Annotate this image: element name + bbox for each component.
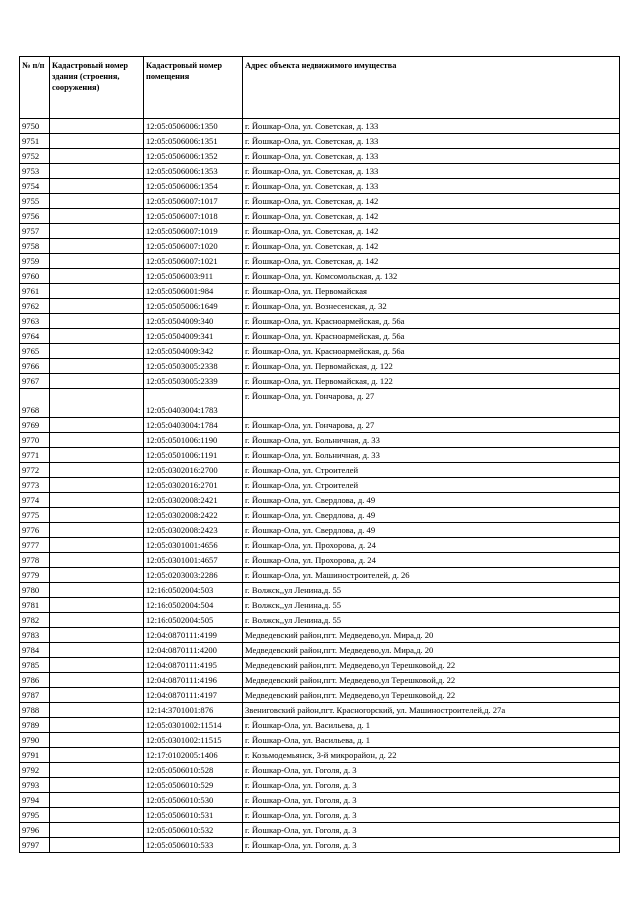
- building-cadastral-cell: [50, 418, 144, 433]
- building-cadastral-cell: [50, 658, 144, 673]
- address-cell: г. Йошкар-Ола, ул. Васильева, д. 1: [243, 718, 620, 733]
- num-cell: 9795: [20, 808, 50, 823]
- table-row: [20, 658, 620, 673]
- room-cadastral-cell: 12:05:0506007:1019: [144, 224, 243, 239]
- room-cadastral-cell: 12:05:0505006:1649: [144, 299, 243, 314]
- building-cadastral-cell: [50, 763, 144, 778]
- num-cell: 9768: [20, 389, 50, 418]
- address-cell: г. Йошкар-Ола, ул. Гоголя, д. 3: [243, 838, 620, 853]
- table-row: [20, 583, 620, 598]
- num-cell: 9772: [20, 463, 50, 478]
- address-cell: г. Йошкар-Ола, ул. Первомайская, д. 122: [243, 359, 620, 374]
- table-row: [20, 149, 620, 164]
- building-cadastral-cell: [50, 523, 144, 538]
- room-cadastral-cell: 12:16:0502004:504: [144, 598, 243, 613]
- room-cadastral-cell: 12:05:0506010:532: [144, 823, 243, 838]
- building-cadastral-cell: [50, 778, 144, 793]
- table-row: [20, 508, 620, 523]
- table-row: [20, 628, 620, 643]
- address-cell: г. Козьмодемьянск, 3-й микрорайон, д. 22: [243, 748, 620, 763]
- table-row: [20, 733, 620, 748]
- address-cell: г. Йошкар-Ола, ул. Советская, д. 133: [243, 179, 620, 194]
- table-row: [20, 164, 620, 179]
- room-cadastral-cell: 12:05:0504009:342: [144, 344, 243, 359]
- room-cadastral-cell: 12:05:0506006:1353: [144, 164, 243, 179]
- room-cadastral-cell: 12:05:0506006:1350: [144, 119, 243, 134]
- num-cell: 9775: [20, 508, 50, 523]
- building-cadastral-cell: [50, 598, 144, 613]
- table-row: [20, 748, 620, 763]
- room-cadastral-cell: 12:04:0870111:4197: [144, 688, 243, 703]
- address-cell: г. Йошкар-Ола, ул. Красноармейская, д. 56а: [243, 314, 620, 329]
- address-cell: г. Йошкар-Ола, ул. Прохорова, д. 24: [243, 553, 620, 568]
- building-cadastral-cell: [50, 329, 144, 344]
- building-cadastral-cell: [50, 643, 144, 658]
- table-row: [20, 389, 620, 418]
- room-cadastral-cell: 12:05:0506003:911: [144, 269, 243, 284]
- num-cell: 9780: [20, 583, 50, 598]
- num-cell: 9777: [20, 538, 50, 553]
- header-address: Адрес объекта недвижимого имущества: [243, 57, 620, 119]
- building-cadastral-cell: [50, 119, 144, 134]
- address-cell: г. Йошкар-Ола, ул. Строителей: [243, 478, 620, 493]
- address-cell: г. Йошкар-Ола, ул. Машиностроителей, д. 26: [243, 568, 620, 583]
- room-cadastral-cell: 12:05:0403004:1783: [144, 389, 243, 418]
- num-cell: 9788: [20, 703, 50, 718]
- room-cadastral-cell: 12:05:0506006:1352: [144, 149, 243, 164]
- address-cell: г. Йошкар-Ола, ул. Васильева, д. 1: [243, 733, 620, 748]
- address-cell: Звениговский район,пгт. Красногорский, ул. Машиностроителей,д. 27а: [243, 703, 620, 718]
- table-row: [20, 523, 620, 538]
- building-cadastral-cell: [50, 269, 144, 284]
- num-cell: 9760: [20, 269, 50, 284]
- room-cadastral-cell: 12:05:0302008:2421: [144, 493, 243, 508]
- room-cadastral-cell: 12:05:0203003:2286: [144, 568, 243, 583]
- num-cell: 9792: [20, 763, 50, 778]
- table-row: [20, 269, 620, 284]
- building-cadastral-cell: [50, 838, 144, 853]
- address-cell: г. Йошкар-Ола, ул. Вознесенская, д. 32: [243, 299, 620, 314]
- address-cell: г. Йошкар-Ола, ул. Гоголя, д. 3: [243, 763, 620, 778]
- table-row: [20, 254, 620, 269]
- table-row: [20, 179, 620, 194]
- num-cell: 9787: [20, 688, 50, 703]
- room-cadastral-cell: 12:05:0301001:4656: [144, 538, 243, 553]
- building-cadastral-cell: [50, 628, 144, 643]
- num-cell: 9773: [20, 478, 50, 493]
- building-cadastral-cell: [50, 673, 144, 688]
- address-cell: г. Йошкар-Ола, ул. Советская, д. 133: [243, 164, 620, 179]
- address-cell: г. Йошкар-Ола, ул. Советская, д. 133: [243, 119, 620, 134]
- header-num: № п/п: [20, 57, 50, 119]
- room-cadastral-cell: 12:05:0504009:341: [144, 329, 243, 344]
- table-row: [20, 688, 620, 703]
- num-cell: 9781: [20, 598, 50, 613]
- address-cell: г. Волжск,,ул Ленина,д. 55: [243, 598, 620, 613]
- address-cell: г. Йошкар-Ола, ул. Свердлова, д. 49: [243, 523, 620, 538]
- room-cadastral-cell: 12:05:0301001:4657: [144, 553, 243, 568]
- num-cell: 9793: [20, 778, 50, 793]
- building-cadastral-cell: [50, 179, 144, 194]
- num-cell: 9766: [20, 359, 50, 374]
- building-cadastral-cell: [50, 538, 144, 553]
- room-cadastral-cell: 12:05:0506010:528: [144, 763, 243, 778]
- address-cell: г. Йошкар-Ола, ул. Свердлова, д. 49: [243, 493, 620, 508]
- num-cell: 9759: [20, 254, 50, 269]
- num-cell: 9764: [20, 329, 50, 344]
- address-cell: г. Йошкар-Ола, ул. Красноармейская, д. 56а: [243, 329, 620, 344]
- building-cadastral-cell: [50, 299, 144, 314]
- building-cadastral-cell: [50, 209, 144, 224]
- room-cadastral-cell: 12:14:3701001:876: [144, 703, 243, 718]
- room-cadastral-cell: 12:05:0503005:2339: [144, 374, 243, 389]
- building-cadastral-cell: [50, 284, 144, 299]
- table-row: [20, 763, 620, 778]
- room-cadastral-cell: 12:17:0102005:1406: [144, 748, 243, 763]
- table-row: [20, 374, 620, 389]
- address-cell: Медведевский район,пгт. Медведево,ул Терешковой,д. 22: [243, 673, 620, 688]
- num-cell: 9762: [20, 299, 50, 314]
- building-cadastral-cell: [50, 134, 144, 149]
- table-row: [20, 209, 620, 224]
- num-cell: 9779: [20, 568, 50, 583]
- building-cadastral-cell: [50, 374, 144, 389]
- num-cell: 9797: [20, 838, 50, 853]
- room-cadastral-cell: 12:05:0302016:2701: [144, 478, 243, 493]
- address-cell: г. Йошкар-Ола, ул. Больничная, д. 33: [243, 448, 620, 463]
- room-cadastral-cell: 12:04:0870111:4196: [144, 673, 243, 688]
- table-row: [20, 314, 620, 329]
- table-row: [20, 463, 620, 478]
- num-cell: 9765: [20, 344, 50, 359]
- table-row: [20, 643, 620, 658]
- table-row: [20, 568, 620, 583]
- num-cell: 9794: [20, 793, 50, 808]
- building-cadastral-cell: [50, 748, 144, 763]
- table-row: [20, 478, 620, 493]
- table-row: [20, 838, 620, 853]
- address-cell: г. Йошкар-Ола, ул. Первомайская: [243, 284, 620, 299]
- table-row: [20, 359, 620, 374]
- num-cell: 9763: [20, 314, 50, 329]
- room-cadastral-cell: 12:04:0870111:4200: [144, 643, 243, 658]
- table-row: [20, 284, 620, 299]
- num-cell: 9771: [20, 448, 50, 463]
- num-cell: 9778: [20, 553, 50, 568]
- num-cell: 9782: [20, 613, 50, 628]
- building-cadastral-cell: [50, 703, 144, 718]
- address-cell: г. Йошкар-Ола, ул. Гоголя, д. 3: [243, 823, 620, 838]
- address-cell: г. Йошкар-Ола, ул. Гоголя, д. 3: [243, 778, 620, 793]
- header-building-cadastral: Кадастровый номер здания (строения, сооружения): [50, 57, 144, 119]
- address-cell: г. Волжск,,ул Ленина,д. 55: [243, 613, 620, 628]
- num-cell: 9770: [20, 433, 50, 448]
- num-cell: 9791: [20, 748, 50, 763]
- room-cadastral-cell: 12:05:0503005:2338: [144, 359, 243, 374]
- table-row: [20, 598, 620, 613]
- building-cadastral-cell: [50, 718, 144, 733]
- building-cadastral-cell: [50, 359, 144, 374]
- num-cell: 9769: [20, 418, 50, 433]
- room-cadastral-cell: 12:05:0501006:1191: [144, 448, 243, 463]
- building-cadastral-cell: [50, 149, 144, 164]
- header-room-cadastral: Кадастровый номер помещения: [144, 57, 243, 119]
- room-cadastral-cell: 12:05:0506001:984: [144, 284, 243, 299]
- address-cell: г. Йошкар-Ола, ул. Первомайская, д. 122: [243, 374, 620, 389]
- building-cadastral-cell: [50, 164, 144, 179]
- num-cell: 9796: [20, 823, 50, 838]
- room-cadastral-cell: 12:05:0403004:1784: [144, 418, 243, 433]
- table-row: [20, 673, 620, 688]
- address-cell: г. Йошкар-Ола, ул. Гоголя, д. 3: [243, 808, 620, 823]
- num-cell: 9751: [20, 134, 50, 149]
- room-cadastral-cell: 12:05:0506007:1018: [144, 209, 243, 224]
- num-cell: 9786: [20, 673, 50, 688]
- address-cell: г. Йошкар-Ола, ул. Гоголя, д. 3: [243, 793, 620, 808]
- table-row: [20, 239, 620, 254]
- num-cell: 9754: [20, 179, 50, 194]
- table-row: [20, 344, 620, 359]
- room-cadastral-cell: 12:05:0302008:2423: [144, 523, 243, 538]
- building-cadastral-cell: [50, 194, 144, 209]
- num-cell: 9753: [20, 164, 50, 179]
- table-row: [20, 134, 620, 149]
- room-cadastral-cell: 12:16:0502004:505: [144, 613, 243, 628]
- building-cadastral-cell: [50, 793, 144, 808]
- building-cadastral-cell: [50, 553, 144, 568]
- building-cadastral-cell: [50, 463, 144, 478]
- address-cell: г. Йошкар-Ола, ул. Советская, д. 142: [243, 209, 620, 224]
- num-cell: 9755: [20, 194, 50, 209]
- room-cadastral-cell: 12:04:0870111:4199: [144, 628, 243, 643]
- building-cadastral-cell: [50, 314, 144, 329]
- room-cadastral-cell: 12:16:0502004:503: [144, 583, 243, 598]
- table-row: [20, 224, 620, 239]
- room-cadastral-cell: 12:05:0506010:533: [144, 838, 243, 853]
- room-cadastral-cell: 12:05:0506010:530: [144, 793, 243, 808]
- property-register-table: [19, 56, 620, 853]
- table-row: [20, 613, 620, 628]
- num-cell: 9783: [20, 628, 50, 643]
- table-row: [20, 778, 620, 793]
- table-row: [20, 703, 620, 718]
- room-cadastral-cell: 12:05:0506007:1021: [144, 254, 243, 269]
- building-cadastral-cell: [50, 239, 144, 254]
- header-row: [20, 57, 620, 119]
- building-cadastral-cell: [50, 478, 144, 493]
- table-row: [20, 553, 620, 568]
- room-cadastral-cell: 12:04:0870111:4195: [144, 658, 243, 673]
- address-cell: г. Йошкар-Ола, ул. Гончарова, д. 27: [243, 389, 620, 418]
- room-cadastral-cell: 12:05:0302016:2700: [144, 463, 243, 478]
- building-cadastral-cell: [50, 433, 144, 448]
- num-cell: 9785: [20, 658, 50, 673]
- building-cadastral-cell: [50, 224, 144, 239]
- num-cell: 9761: [20, 284, 50, 299]
- address-cell: г. Йошкар-Ола, ул. Советская, д. 142: [243, 239, 620, 254]
- table-body: [20, 119, 620, 853]
- num-cell: 9774: [20, 493, 50, 508]
- address-cell: Медведевский район,пгт. Медведево,ул. Мира,д. 20: [243, 643, 620, 658]
- num-cell: 9750: [20, 119, 50, 134]
- address-cell: г. Йошкар-Ола, ул. Советская, д. 142: [243, 254, 620, 269]
- room-cadastral-cell: 12:05:0504009:340: [144, 314, 243, 329]
- address-cell: г. Йошкар-Ола, ул. Советская, д. 142: [243, 224, 620, 239]
- address-cell: Медведевский район,пгт. Медведево,ул. Мира,д. 20: [243, 628, 620, 643]
- building-cadastral-cell: [50, 389, 144, 418]
- building-cadastral-cell: [50, 688, 144, 703]
- table-row: [20, 718, 620, 733]
- table-row: [20, 433, 620, 448]
- address-cell: г. Волжск,,ул Ленина,д. 55: [243, 583, 620, 598]
- num-cell: 9758: [20, 239, 50, 254]
- num-cell: 9776: [20, 523, 50, 538]
- table-row: [20, 194, 620, 209]
- building-cadastral-cell: [50, 808, 144, 823]
- address-cell: г. Йошкар-Ола, ул. Советская, д. 133: [243, 134, 620, 149]
- address-cell: г. Йошкар-Ола, ул. Советская, д. 142: [243, 194, 620, 209]
- num-cell: 9767: [20, 374, 50, 389]
- room-cadastral-cell: 12:05:0506006:1354: [144, 179, 243, 194]
- building-cadastral-cell: [50, 733, 144, 748]
- num-cell: 9757: [20, 224, 50, 239]
- address-cell: Медведевский район,пгт. Медведево,ул Терешковой,д. 22: [243, 688, 620, 703]
- building-cadastral-cell: [50, 568, 144, 583]
- table-row: [20, 448, 620, 463]
- room-cadastral-cell: 12:05:0506010:531: [144, 808, 243, 823]
- table-row: [20, 493, 620, 508]
- room-cadastral-cell: 12:05:0506010:529: [144, 778, 243, 793]
- num-cell: 9752: [20, 149, 50, 164]
- address-cell: г. Йошкар-Ола, ул. Больничная, д. 33: [243, 433, 620, 448]
- address-cell: г. Йошкар-Ола, ул. Свердлова, д. 49: [243, 508, 620, 523]
- room-cadastral-cell: 12:05:0506007:1017: [144, 194, 243, 209]
- num-cell: 9784: [20, 643, 50, 658]
- room-cadastral-cell: 12:05:0301002:11514: [144, 718, 243, 733]
- building-cadastral-cell: [50, 254, 144, 269]
- address-cell: г. Йошкар-Ола, ул. Гончарова, д. 27: [243, 418, 620, 433]
- table-row: [20, 329, 620, 344]
- table-row: [20, 538, 620, 553]
- table-row: [20, 418, 620, 433]
- building-cadastral-cell: [50, 823, 144, 838]
- table-row: [20, 823, 620, 838]
- building-cadastral-cell: [50, 344, 144, 359]
- room-cadastral-cell: 12:05:0506006:1351: [144, 134, 243, 149]
- building-cadastral-cell: [50, 448, 144, 463]
- building-cadastral-cell: [50, 613, 144, 628]
- table-row: [20, 808, 620, 823]
- num-cell: 9790: [20, 733, 50, 748]
- address-cell: Медведевский район,пгт. Медведево,ул Терешковой,д. 22: [243, 658, 620, 673]
- building-cadastral-cell: [50, 508, 144, 523]
- num-cell: 9756: [20, 209, 50, 224]
- room-cadastral-cell: 12:05:0301002:11515: [144, 733, 243, 748]
- table-row: [20, 119, 620, 134]
- address-cell: г. Йошкар-Ола, ул. Строителей: [243, 463, 620, 478]
- address-cell: г. Йошкар-Ола, ул. Советская, д. 133: [243, 149, 620, 164]
- address-cell: г. Йошкар-Ола, ул. Прохорова, д. 24: [243, 538, 620, 553]
- building-cadastral-cell: [50, 583, 144, 598]
- room-cadastral-cell: 12:05:0501006:1190: [144, 433, 243, 448]
- table-row: [20, 793, 620, 808]
- room-cadastral-cell: 12:05:0506007:1020: [144, 239, 243, 254]
- address-cell: г. Йошкар-Ола, ул. Комсомольская, д. 132: [243, 269, 620, 284]
- building-cadastral-cell: [50, 493, 144, 508]
- room-cadastral-cell: 12:05:0302008:2422: [144, 508, 243, 523]
- address-cell: г. Йошкар-Ола, ул. Красноармейская, д. 56а: [243, 344, 620, 359]
- table-row: [20, 299, 620, 314]
- num-cell: 9789: [20, 718, 50, 733]
